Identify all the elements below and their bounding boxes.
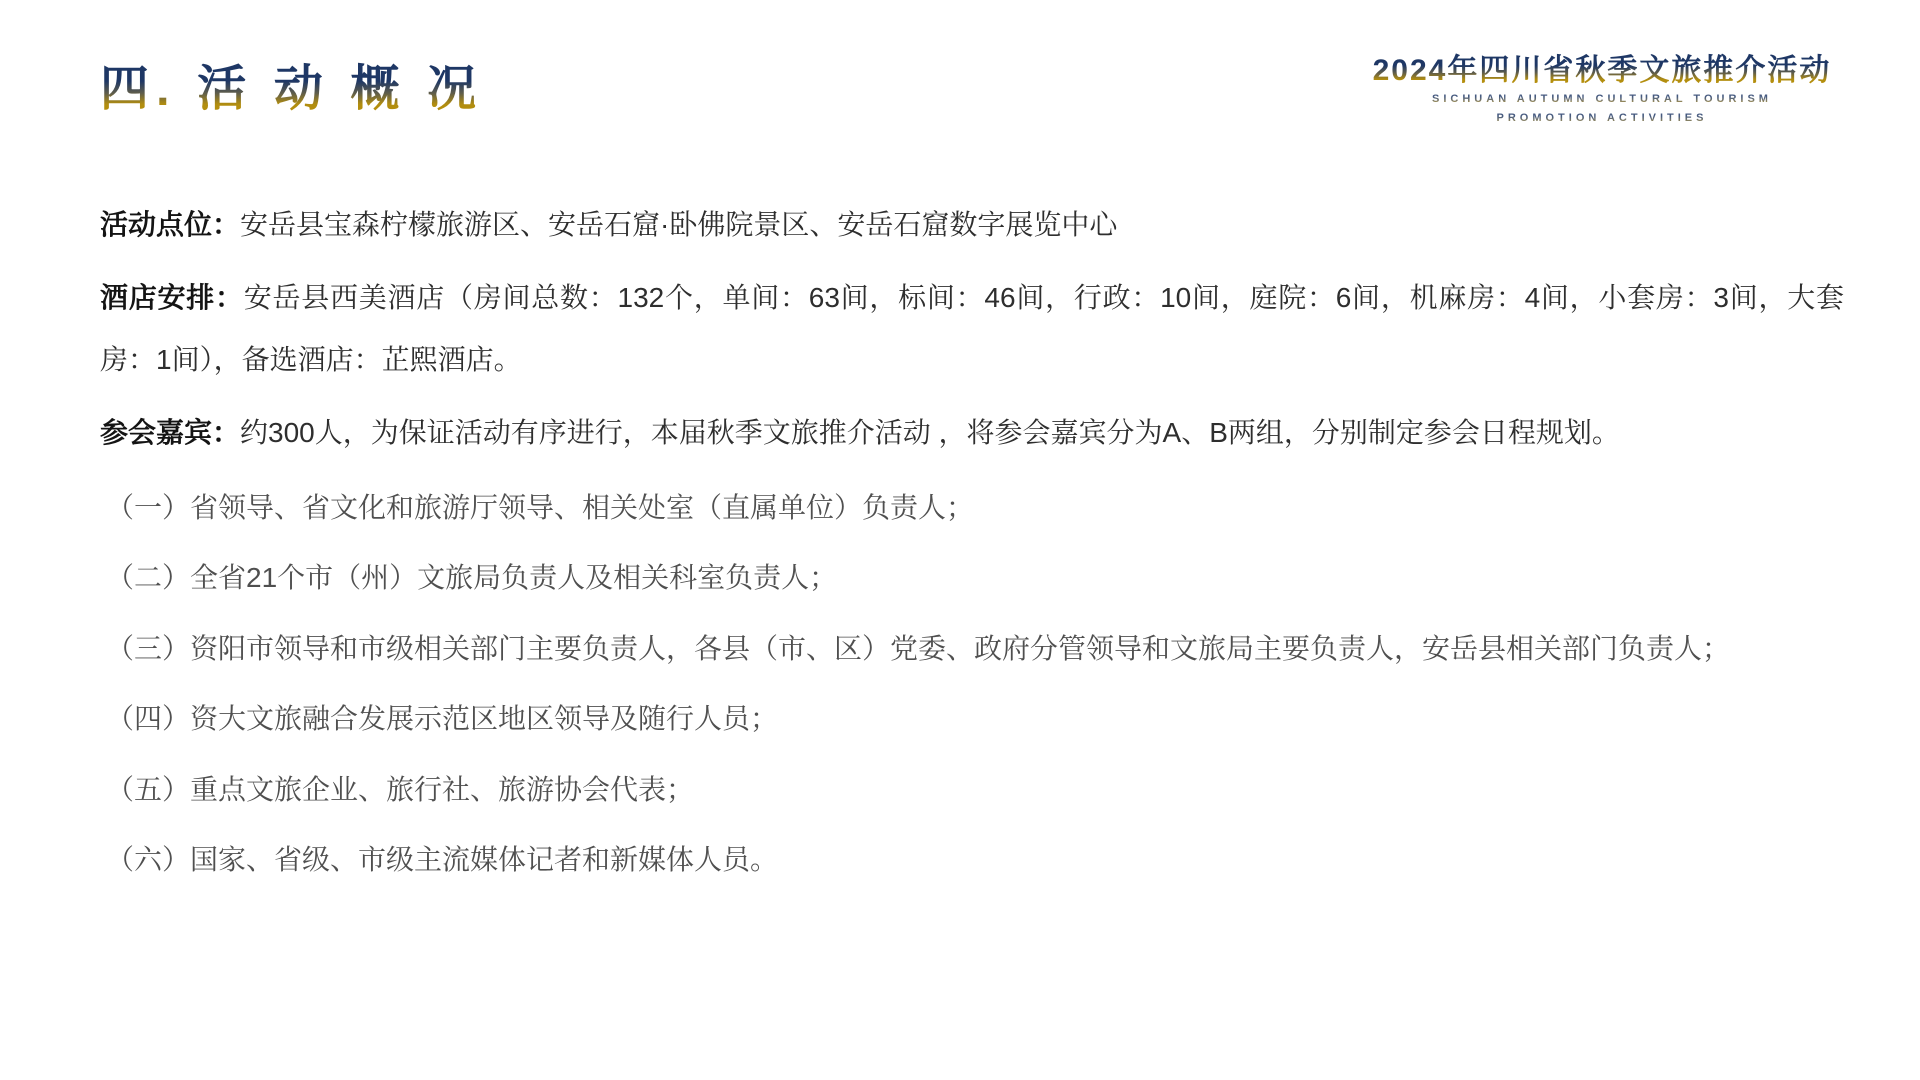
list-item-6: （六）国家、省级、市级主流媒体记者和新媒体人员。 [106, 844, 779, 876]
list-item-3: （三）资阳市领导和市级相关部门主要负责人，各县（市、区）党委、政府分管领导和文旅局主要负责人，安岳县相关部门负责人； [106, 632, 1731, 664]
paragraph-activity-locations-text: 安岳县宝森柠檬旅游区、安岳石窟·卧佛院景区、安岳石窟数字展览中心 [240, 208, 1118, 240]
paragraph-attending-guests [100, 402, 1844, 464]
slide-body [100, 194, 1844, 893]
paragraph-activity-locations-label: 活动点位： [100, 208, 241, 240]
list-item-5: （五）重点文旅企业、旅行社、旅游协会代表； [106, 773, 695, 805]
paragraph-hotel-arrangement-label: 酒店安排： [100, 282, 244, 314]
page-title: 四. 活 动 概 况 [100, 58, 483, 122]
paragraph-attending-guests-label: 参会嘉宾： [100, 417, 241, 449]
event-logo-title: 2024年四川省秋季文旅推介活动 [1373, 52, 1832, 90]
paragraph-activity-locations [100, 194, 1844, 256]
paragraph-hotel-arrangement [100, 267, 1844, 390]
list-item-4: （四）资大文旅融合发展示范区地区领导及随行人员； [106, 703, 779, 735]
paragraph-attending-guests-text: 约300人，为保证活动有序进行，本届秋季文旅推介活动 ，将参会嘉宾分为A、B两组，分别制定参会日程规划。 [240, 417, 1620, 449]
event-logo-subtitle-line1: SICHUAN AUTUMN CULTURAL TOURISM [1362, 90, 1842, 110]
list-item-1: （一）省领导、省文化和旅游厅领导、相关处室（直属单位）负责人； [106, 492, 975, 524]
paragraph-hotel-arrangement-text: 安岳县西美酒店（房间总数：132个，单间：63间，标间：46间，行政：10间，庭院：6间，机麻房：4间，小套房：3间，大套房：1间），备选酒店：芷熙酒店。 [100, 282, 1844, 375]
guest-category-list [100, 476, 1844, 892]
event-logo-subtitle-line2: PROMOTION ACTIVITIES [1362, 109, 1842, 129]
event-logo [1362, 52, 1842, 129]
list-item-2: （二）全省21个市（州）文旅局负责人及相关科室负责人； [106, 562, 838, 594]
